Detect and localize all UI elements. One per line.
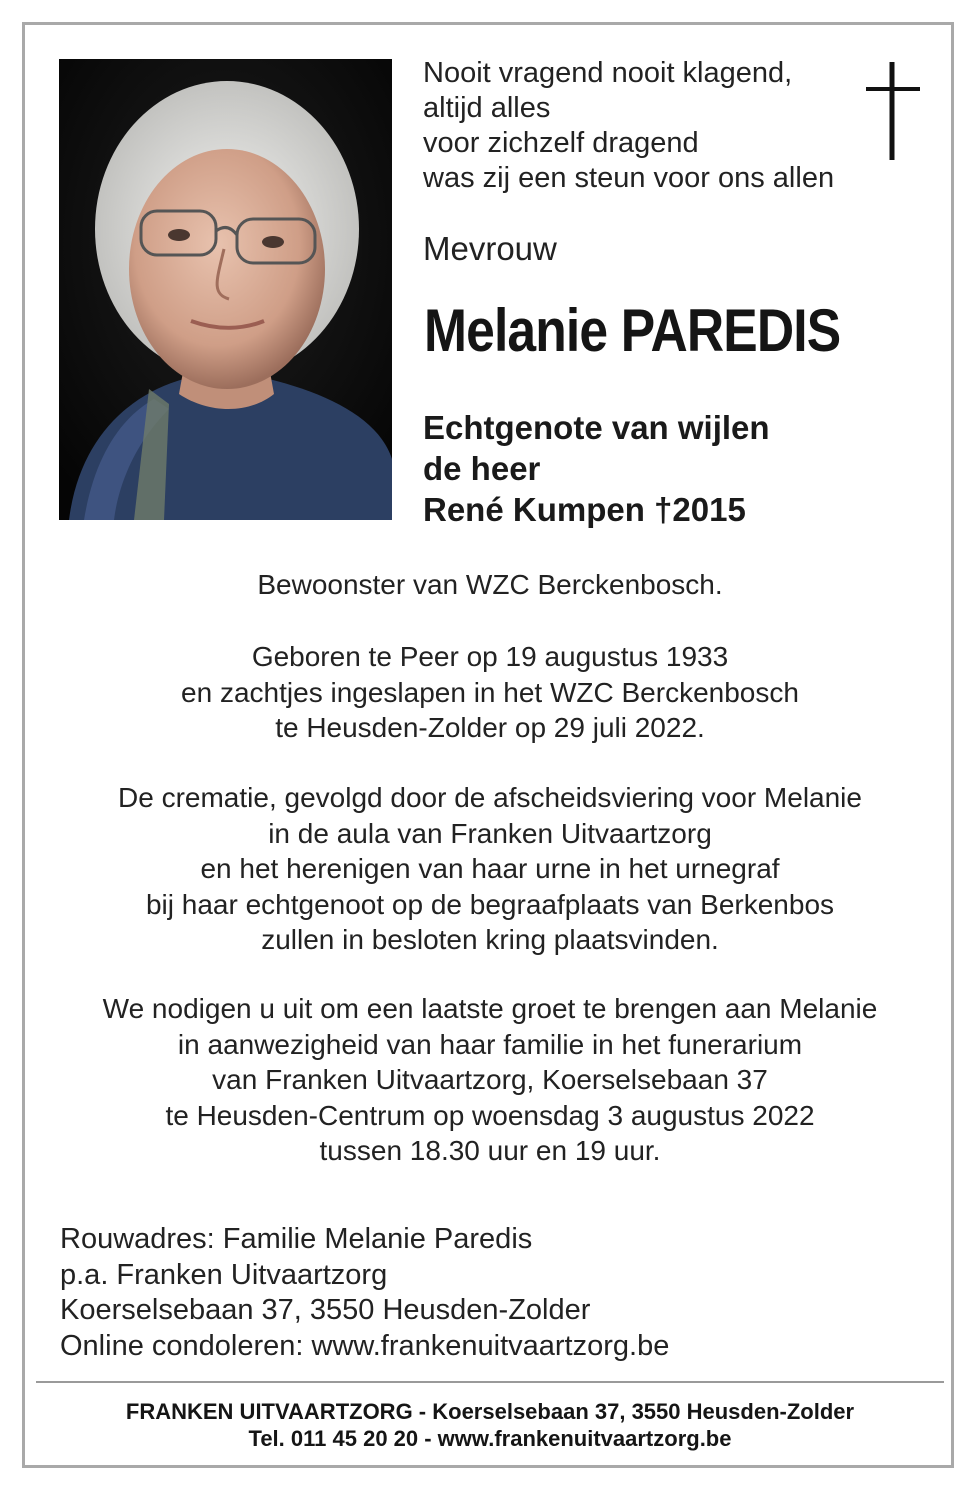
text-line: te Heusden-Centrum op woensdag 3 augustus 2022	[165, 1099, 815, 1131]
deceased-name: Melanie PAREDIS	[424, 297, 841, 364]
address-line: p.a. Franken Uitvaartzorg	[60, 1258, 388, 1291]
text-line: De crematie, gevolgd door de afscheidsviering voor Melanie	[118, 782, 862, 813]
poem-line: voor zichzelf dragend	[423, 127, 699, 159]
text-line: van Franken Uitvaartzorg, Koerselsebaan 37	[212, 1064, 768, 1095]
mourning-address	[60, 1222, 669, 1364]
address-line: Online condoleren: www.frankenuitvaartzorg.be	[60, 1329, 670, 1362]
spouse-line: René Kumpen †2015	[423, 491, 746, 528]
poem-line: altijd alles	[423, 92, 551, 124]
spouse-line: Echtgenote van wijlen	[423, 409, 770, 446]
footer-line: Tel. 011 45 20 20 - www.frankenuitvaartzorg.be	[248, 1426, 732, 1451]
spouse-info	[423, 407, 770, 530]
residence	[0, 567, 980, 603]
text-line: tussen 18.30 uur en 19 uur.	[319, 1135, 661, 1166]
address-line: Koerselsebaan 37, 3550 Heusden-Zolder	[60, 1294, 591, 1326]
text-line: te Heusden-Zolder op 29 juli 2022.	[275, 712, 705, 743]
text-line: bij haar echtgenoot op de begraafplaats van Berkenbos	[145, 888, 835, 920]
poem-line: Nooit vragend nooit klagend,	[423, 57, 793, 89]
honorific: Mevrouw	[423, 230, 557, 267]
portrait-illustration	[59, 59, 392, 520]
text-line: en zachtjes ingeslapen in het WZC Berckenbosch	[181, 676, 799, 708]
cremation-paragraph	[0, 780, 980, 958]
birth-death-paragraph	[0, 639, 980, 746]
footer	[0, 1398, 980, 1452]
invitation-paragraph	[0, 991, 980, 1169]
spouse-line: de heer	[423, 450, 541, 487]
poem-line: was zij een steun voor ons allen	[423, 162, 835, 194]
residence-line: Bewoonster van WZC Berckenbosch.	[257, 569, 723, 600]
portrait-photo	[59, 59, 392, 520]
poem	[423, 56, 863, 196]
cross-icon	[864, 62, 922, 160]
text-line: We nodigen u uit om een laatste groet te brengen aan Melanie	[102, 993, 878, 1024]
text-line: Geboren te Peer op 19 augustus 1933	[251, 641, 729, 672]
text-line: in aanwezigheid van haar familie in het funerarium	[177, 1028, 803, 1060]
address-line: Rouwadres: Familie Melanie Paredis	[60, 1223, 533, 1255]
text-line: zullen in besloten kring plaatsvinden.	[261, 924, 719, 955]
footer-divider	[36, 1381, 944, 1383]
text-line: en het herenigen van haar urne in het urnegraf	[200, 853, 780, 884]
text-line: in de aula van Franken Uitvaartzorg	[268, 817, 712, 849]
footer-line: FRANKEN UITVAARTZORG - Koerselsebaan 37, 3550 Heusden-Zolder	[125, 1399, 855, 1424]
